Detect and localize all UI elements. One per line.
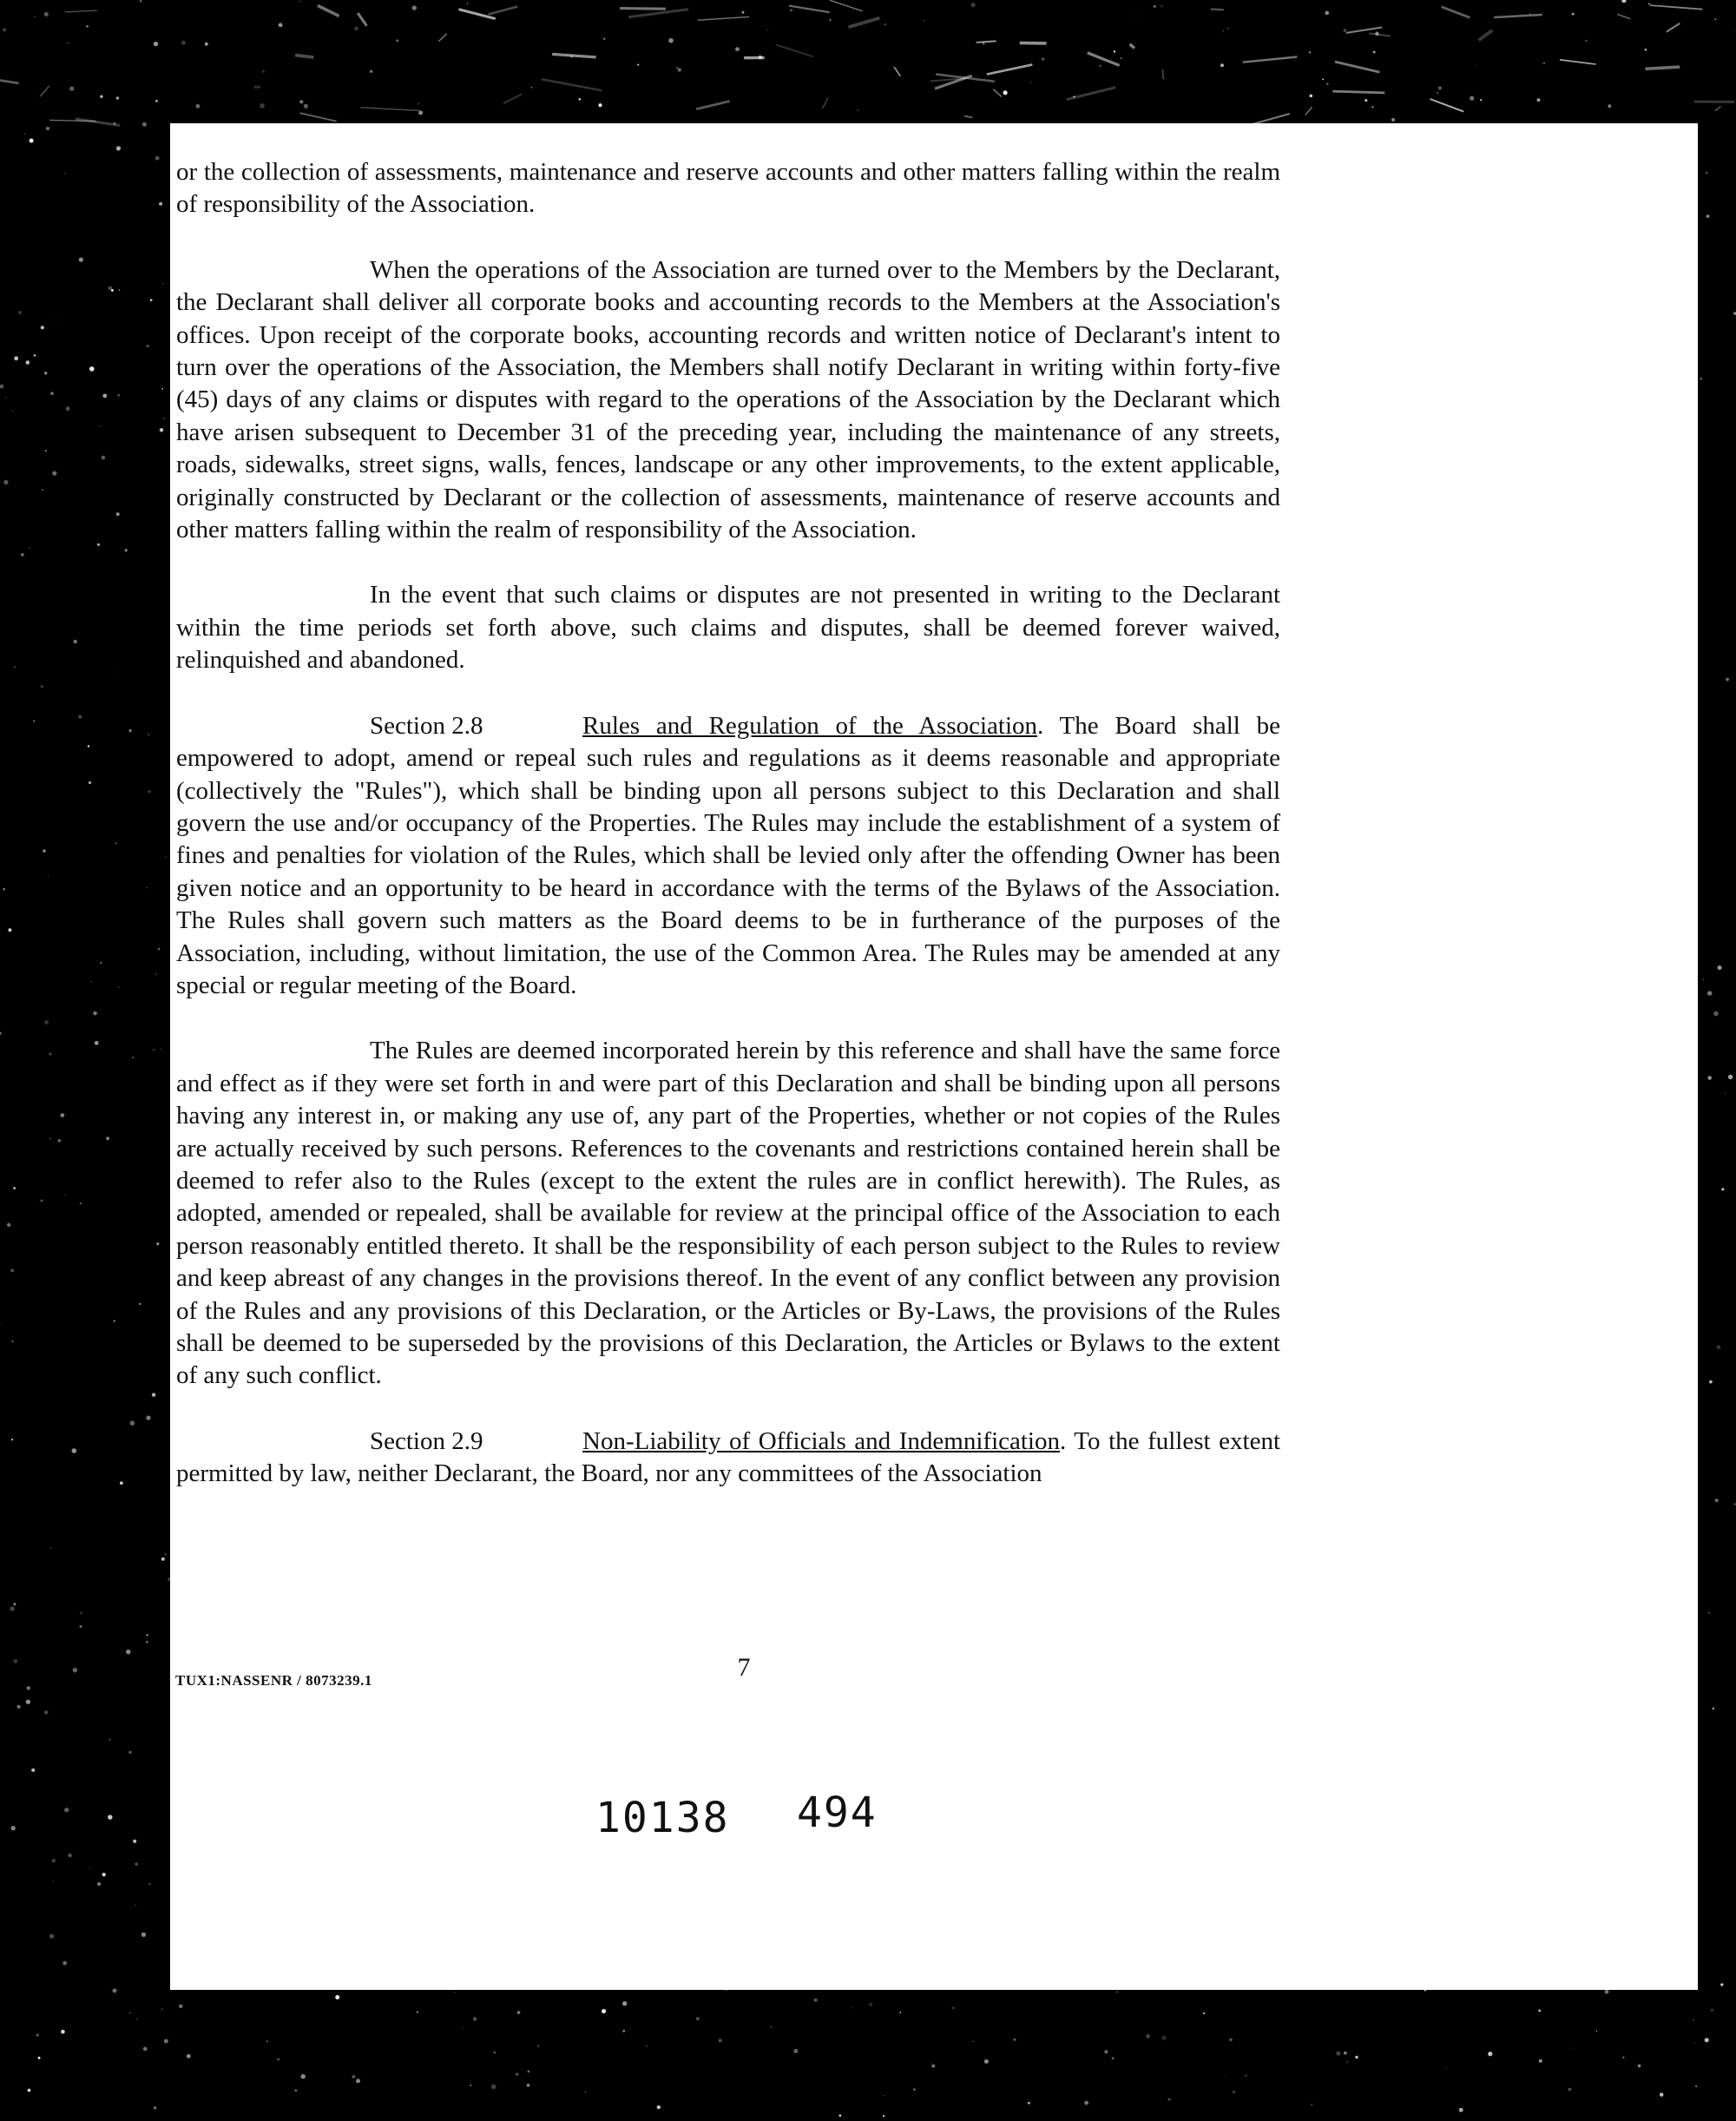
section-number: Section 2.8 — [370, 711, 483, 740]
paragraph-operations-turnover: When the operations of the Association are turned over to the Members by the Declarant, the Declarant shall deliver all corporate books and accounting records to the Members at the Association's offices. Upon receipt of the corporate books, accounting records and written notice of Declarant's intent to turn over the operations of the Association, the Members shall notify Declarant in writing within forty-five (45) days of any claims or disputes with regard to the operations of the Association by the Declarant which have arisen subsequent to December 31 of the preceding year, including the maintenance of any streets, roads, sidewalks, street signs, walls, fences, landscape or any other improvements, to the extent applicable, originally constructed by Declarant or the collection of assessments, maintenance of reserve accounts and other matters falling within the realm of responsibility of the Association. — [176, 255, 1280, 544]
section-title: Non-Liability of Officials and Indemnification — [582, 1426, 1060, 1455]
page-number: 7 — [737, 1653, 751, 1682]
section-title: Rules and Regulation of the Association — [582, 711, 1038, 740]
paragraph-section-2-8 — [176, 710, 1280, 1003]
section-body: . To the fullest extent permitted by law, neither Declarant, the Board, nor any committees of the Association — [176, 1426, 1280, 1488]
document-body — [176, 156, 1280, 1524]
paragraph-claims-waived: In the event that such claims or disputes are not presented in writing to the Declarant within the time periods set forth above, such claims and disputes, shall be deemed forever waived, relinquished and abandoned. — [176, 581, 1280, 675]
recording-book-number: 10138 — [595, 1794, 730, 1842]
section-number: Section 2.9 — [370, 1426, 483, 1455]
paragraph-rules-incorporated: The Rules are deemed incorporated herein by this reference and shall have the same force and effect as if they were set forth in and were part of this Declaration and shall be binding upon all persons having any interest in, or making any use of, any part of the Properties, whether or not copies of the Rules are actually received by such persons. References to the covenants and restrictions contained herein shall be deemed to refer also to the Rules (except to the extent the rules are in conflict herewith). The Rules, as adopted, amended or repealed, shall be available for review at the principal office of the Association to each person reasonably entitled thereto. It shall be the responsibility of each person subject to the Rules to review and keep abreast of any changes in the provisions thereof. In the event of any conflict between any provision of the Rules and any provisions of this Declaration, or the Articles or By-Laws, the provisions of the Rules shall be deemed to be superseded by the provisions of this Declaration, the Articles or Bylaws to the extent of any such conflict. — [176, 1037, 1280, 1390]
recording-page-number: 494 — [797, 1788, 878, 1837]
paragraph-continuation: or the collection of assessments, maintenance and reserve accounts and other matters falling within the realm of responsibility of the Association. — [176, 158, 1280, 219]
section-body: . The Board shall be empowered to adopt, amend or repeal such rules and regulations as it deems reasonable and appropriate (collectively the "Rules"), which shall be binding upon all persons subject to this Declaration and shall govern the use and/or occupancy of the Properties. The Rules may include the establishment of a system of fines and penalties for violation of the Rules, which shall be levied only after the offending Owner has been given notice and an opportunity to be heard in accordance with the terms of the Bylaws of the Association. The Rules shall govern such matters as the Board deems to be in furtherance of the purposes of the Association, including, without limitation, the use of the Common Area. The Rules may be amended at any special or regular meeting of the Board. — [176, 711, 1280, 999]
footer-document-id: TUX1:NASSENR / 8073239.1 — [175, 1672, 372, 1689]
paragraph-section-2-9 — [176, 1426, 1280, 1491]
